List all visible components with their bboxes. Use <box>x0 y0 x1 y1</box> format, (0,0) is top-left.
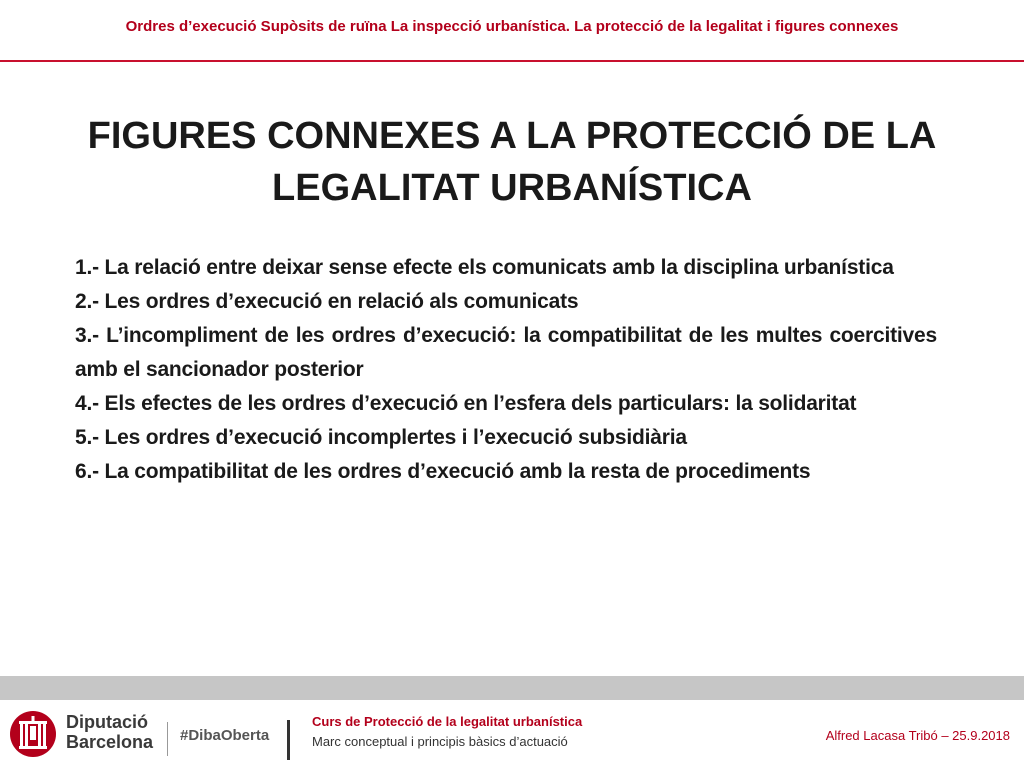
list-item: 3.- L’incompliment de les ordres d’execució: la compatibilitat de les multes coercitives amb el sancionador posterior <box>75 324 937 381</box>
list-item: 5.- Les ordres d’execució incomplertes i l’execució subsidiària <box>75 426 687 449</box>
logo-line-2: Barcelona <box>66 732 154 752</box>
slide-title <box>60 110 964 214</box>
topic-list <box>75 251 937 489</box>
diputacio-emblem-icon <box>9 708 57 760</box>
list-item: 1.- La relació entre deixar sense efecte els comunicats amb la disciplina urbanística <box>75 256 894 279</box>
logo-divider <box>167 722 168 756</box>
list-item: 2.- Les ordres d’execució en relació als comunicats <box>75 290 579 313</box>
slide-title-line-2: LEGALITAT URBANÍSTICA <box>272 167 752 209</box>
course-divider <box>287 720 290 760</box>
slide-title-line-1: FIGURES CONNEXES A LA PROTECCIÓ DE LA <box>87 115 937 157</box>
header-divider <box>0 60 1024 62</box>
author-date: Alfred Lacasa Tribó – 25.9.2018 <box>825 728 1010 743</box>
list-item: 4.- Els efectes de les ordres d’execució en l’esfera dels particulars: la solidaritat <box>75 392 857 415</box>
hashtag-label: #DibaOberta <box>180 727 270 744</box>
header-title: Ordres d’execució Supòsits de ruïna La inspecció urbanística. La protecció de la legalitat i figures connexes <box>125 18 899 35</box>
diputacio-logo-text <box>66 712 153 752</box>
course-title: Curs de Protecció de la legalitat urbanística <box>312 714 583 729</box>
list-item: 6.- La compatibilitat de les ordres d’execució amb la resta de procediments <box>75 460 811 483</box>
footer-band <box>0 676 1024 700</box>
course-subtitle: Marc conceptual i principis bàsics d’actuació <box>312 734 568 749</box>
logo-line-1: Diputació <box>66 712 149 732</box>
